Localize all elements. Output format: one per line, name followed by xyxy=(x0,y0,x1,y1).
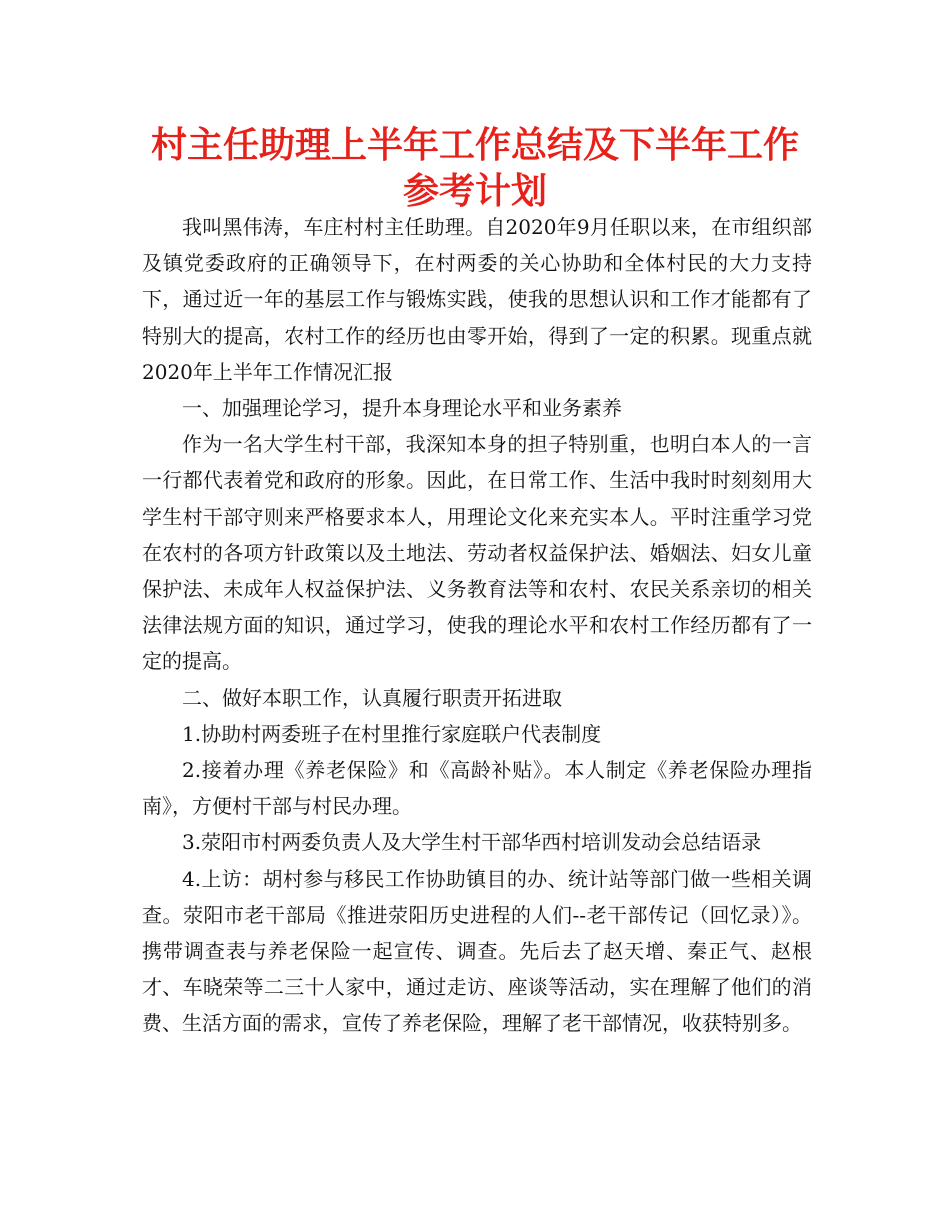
document-title-line-2: 参考计划 xyxy=(402,171,547,212)
document-body xyxy=(142,209,812,1042)
list-item-4: 4.上访：胡村参与移民工作协助镇目的办、统计站等部门做一些相关调查。荥阳市老干部局《推进荥阳历史进程的人们--老干部传记（回忆录）》。携带调查表与养老保险一起宣传、调查。先后去了赵天增、秦正气、赵根才、车晓荣等二三十人家中，通过走访、座谈等活动，实在理解了他们的消费、生活方面的需求，宣传了养老保险，理解了老干部情况，收获特别多。 xyxy=(142,866,812,1036)
document-title-line-1: 村主任助理上半年工作总结及下半年工作 xyxy=(150,125,799,166)
paragraph-intro: 我叫黑伟涛，车庄村村主任助理。自2020年9月任职以来，在市组织部及镇党委政府的正确领导下，在村两委的关心协助和全体村民的大力支持下，通过近一年的基层工作与锻炼实践，使我的思想认识和工作才能都有了特别大的提高，农村工作的经历也由零开始，得到了一定的积累。现重点就2020年上半年工作情况汇报 xyxy=(142,215,812,384)
list-item-2: 2.接着办理《养老保险》和《高龄补贴》。本人制定《养老保险办理指南》，方便村干部与村民办理。 xyxy=(142,758,812,819)
section-heading-1: 一、加强理论学习，提升本身理论水平和业务素养 xyxy=(182,396,622,421)
list-item-3: 3.荥阳市村两委负责人及大学生村干部华西村培训发动会总结语录 xyxy=(182,830,762,855)
list-item-1: 1.协助村两委班子在村里推行家庭联户代表制度 xyxy=(182,721,602,746)
paragraph-study: 作为一名大学生村干部，我深知本身的担子特别重，也明白本人的一言一行都代表着党和政府的形象。因此，在日常工作、生活中我时时刻刻用大学生村干部守则来严格要求本人，用理论文化来充实本人。平时注重学习党在农村的各项方针政策以及土地法、劳动者权益保护法、婚姻法、妇女儿童保护法、未成年人权益保护法、义务教育法等和农村、农民关系亲切的相关法律法规方面的知识，通过学习，使我的理论水平和农村工作经历都有了一定的提高。 xyxy=(142,432,812,674)
section-heading-2: 二、做好本职工作，认真履行职责开拓进取 xyxy=(182,685,562,710)
